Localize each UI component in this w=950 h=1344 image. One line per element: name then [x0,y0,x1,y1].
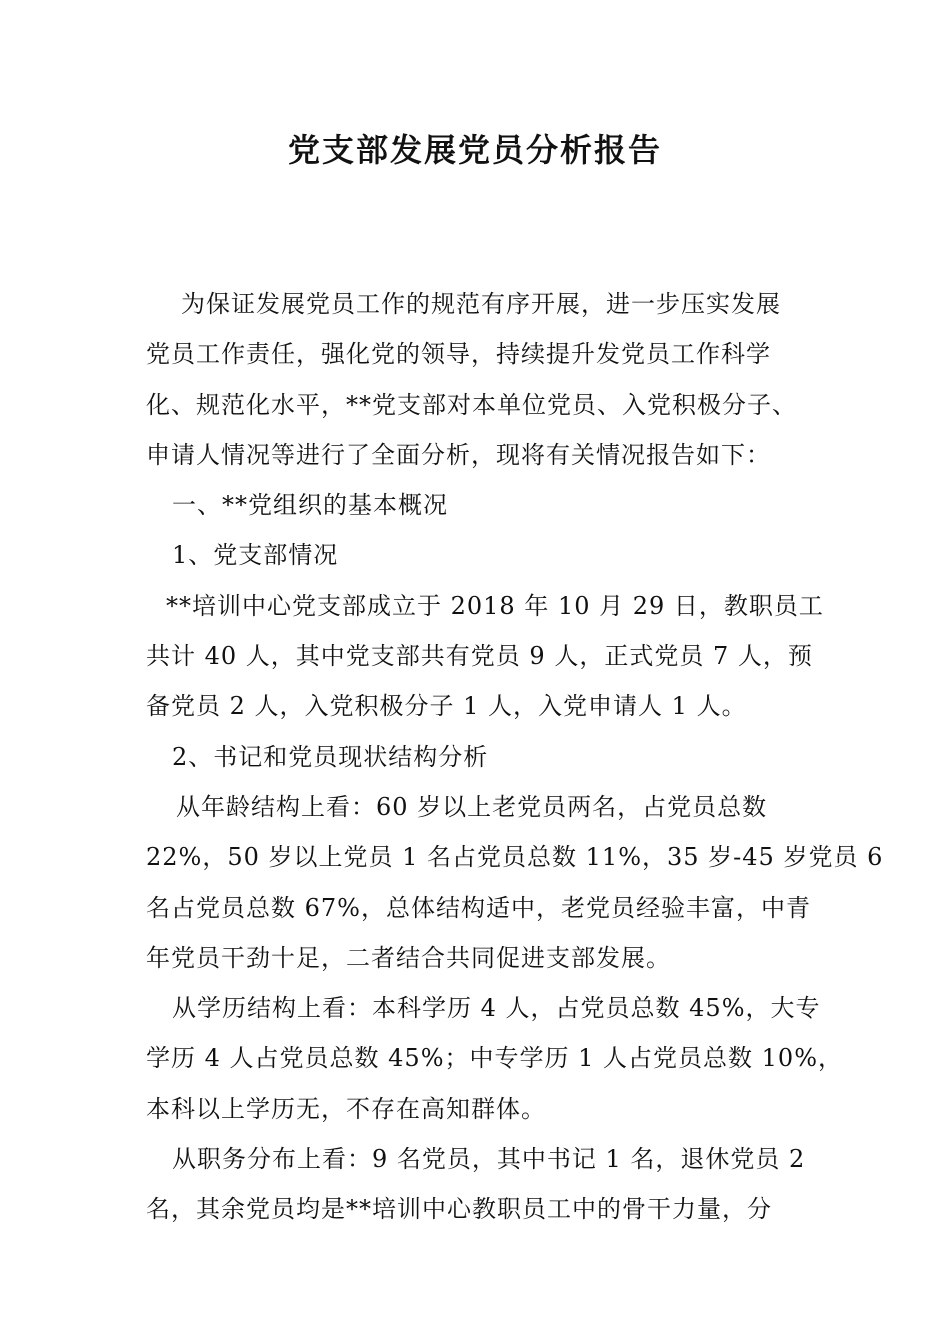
text-line: 化、规范化水平，**党支部对本单位党员、入党积极分子、 [146,390,797,419]
text-line: 2、书记和党员现状结构分析 [172,742,489,771]
text-line: 年党员干劲十足，二者结合共同促进支部发展。 [146,943,671,972]
text-line: 申请人情况等进行了全面分析，现将有关情况报告如下： [146,440,771,469]
text-line: **培训中心党支部成立于 2018 年 10 月 29 日，教职员工 [166,591,824,620]
text-line: 名，其余党员均是**培训中心教职员工中的骨干力量，分 [146,1195,772,1224]
subsection-heading [146,732,810,782]
intro-paragraph [146,279,810,480]
text-line: 为保证发展党员工作的规范有序开展，进一步压实发展 [181,290,781,318]
age-structure-paragraph [146,782,884,983]
text-line: 名占党员总数 67%，总体结构适中，老党员经验丰富，中青 [146,893,811,922]
text-line: 22%，50 岁以上党员 1 名占党员总数 11%，35 岁-45 岁党员 6 [146,843,884,872]
text-line: 党员工作责任，强化党的领导，持续提升发党员工作科学 [146,340,771,369]
text-line: 从年龄结构上看：60 岁以上老党员两名，占党员总数 [176,792,768,821]
text-line: 从职务分布上看：9 名党员，其中书记 1 名，退休党员 2 [172,1145,806,1174]
text-line: 备党员 2 人，入党积极分子 1 人，入党申请人 1 人。 [146,692,747,721]
position-distribution-paragraph [146,1134,810,1235]
subsection-heading [146,530,810,580]
text-line: 一、**党组织的基本概况 [172,491,448,520]
section-heading [146,480,810,530]
document-body [146,279,884,1235]
document-title: 党支部发展党员分析报告 [287,131,662,169]
text-line: 学历 4 人占党员总数 45%；中专学历 1 人占党员总数 10%， [146,1044,843,1073]
text-line: 从学历结构上看：本科学历 4 人，占党员总数 45%，大专 [172,994,821,1023]
education-structure-paragraph [146,983,843,1134]
text-line: 1、党支部情况 [172,541,339,570]
text-line: 共计 40 人，其中党支部共有党员 9 人，正式党员 7 人，预 [146,642,813,671]
text-line: 本科以上学历无，不存在高知群体。 [146,1094,546,1123]
branch-overview-paragraph [146,581,824,732]
